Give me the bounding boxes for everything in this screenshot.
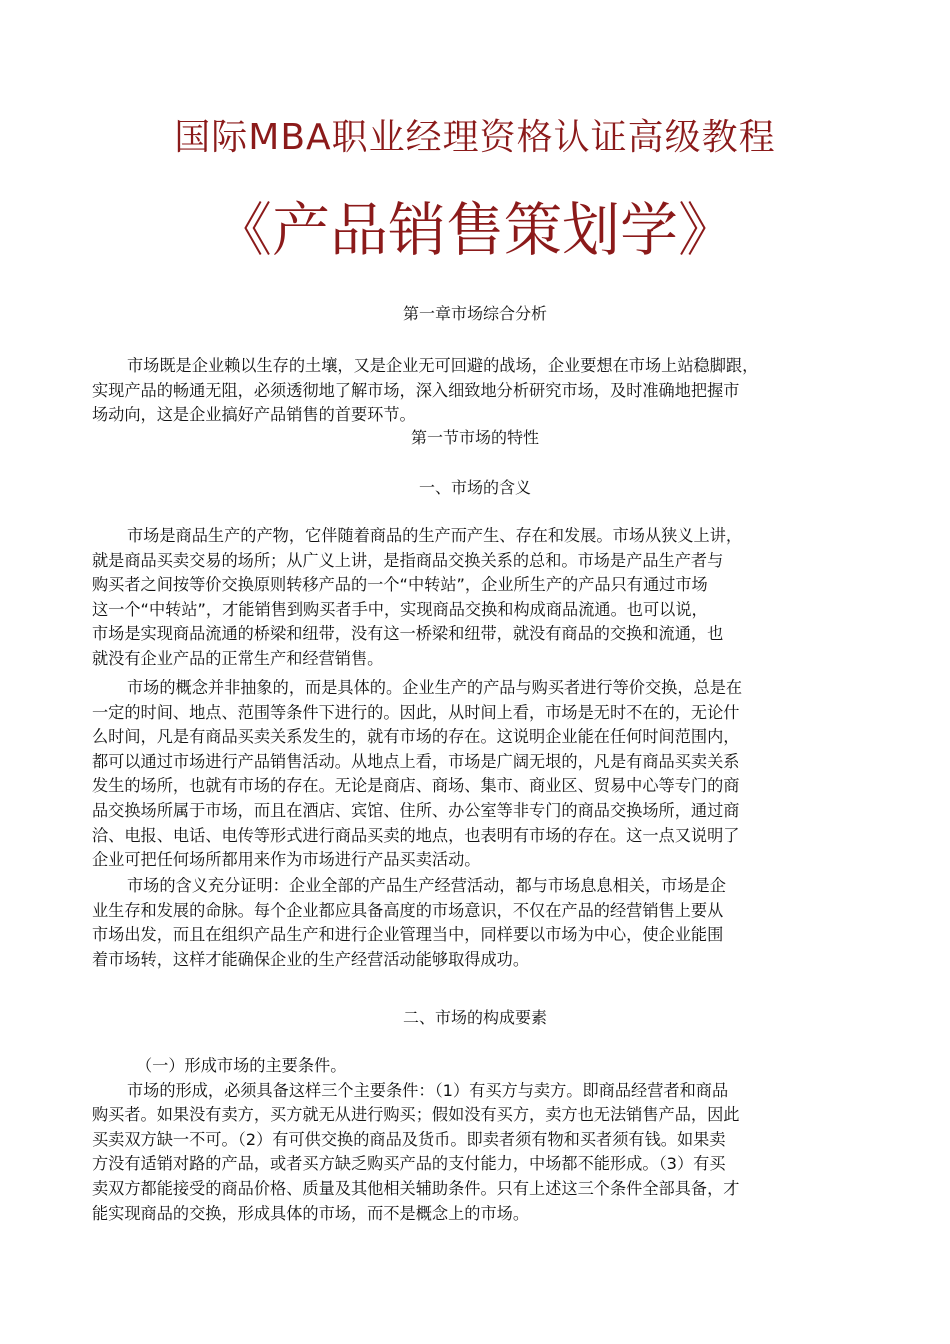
paragraph-line: 方没有适销对路的产品，或者买方缺乏购买产品的支付能力，中场都不能形成。（3）有买: [92, 1154, 726, 1174]
paragraph-line: 市场的形成，必须具备这样三个主要条件：（1）有买方与卖方。即商品经营者和商品: [127, 1080, 729, 1100]
paragraph-3: [92, 874, 862, 972]
paragraph-line: 业生存和发展的命脉。每个企业都应具备高度的市场意识，不仅在产品的经营销售上要从: [92, 900, 724, 920]
paragraph-line: 这一个“中转站”，才能销售到购买者手中，实现商品交换和构成商品流通。也可以说，: [92, 599, 708, 619]
intro-line: 实现产品的畅通无阻，必须透彻地了解市场，深入细致地分析研究市场，及时准确地把握市: [92, 380, 740, 400]
paragraph-line: 就没有企业产品的正常生产和经营销售。: [92, 648, 384, 668]
paragraph-line: 市场是商品生产的产物，它伴随着商品的生产而产生、存在和发展。市场从狭义上讲，: [127, 526, 743, 545]
paragraph-line: 一定的时间、地点、范围等条件下进行的。因此，从时间上看，市场是无时不在的，无论什: [92, 702, 740, 722]
paragraph-line: 能实现商品的交换，形成具体的市场，而不是概念上的市场。: [92, 1203, 530, 1223]
paragraph-line: 企业可把任何场所都用来作为市场进行产品买卖活动。: [92, 850, 481, 870]
paragraph-line: 市场的含义充分证明：企业全部的产品生产经营活动，都与市场息息相关，市场是企: [127, 876, 726, 895]
paragraph-2: [92, 676, 862, 873]
paragraph-line: 市场的概念并非抽象的，而是具体的。企业生产的产品与购买者进行等价交换，总是在: [127, 678, 743, 697]
item-heading: （一）形成市场的主要条件。: [136, 1056, 347, 1075]
section-heading: 第一节市场的特性: [410, 428, 539, 447]
paragraph-1: [92, 524, 862, 672]
paragraph-line: 发生的场所，也就有市场的存在。无论是商店、商场、集市、商业区、贸易中心等专门的商: [92, 776, 740, 796]
intro-paragraph: [92, 354, 862, 428]
intro-line: 场动向，这是企业搞好产品销售的首要环节。: [92, 405, 416, 425]
paragraph-line: 购买者。如果没有卖方，买方就无从进行购买；假如没有买方，卖方也无法销售产品，因此: [92, 1105, 740, 1125]
subsection-heading-1: 一、市场的含义: [418, 478, 531, 497]
book-title: 《产品销售策划学》: [213, 196, 736, 264]
paragraph-line: 都可以通过市场进行产品销售活动。从地点上看，市场是广阔无垠的，凡是有商品买卖关系: [92, 751, 740, 771]
paragraph-line: 市场是实现商品流通的桥梁和纽带，没有这一桥梁和纽带，就没有商品的交换和流通，也: [92, 624, 724, 644]
subsection-heading-2: 二、市场的构成要素: [402, 1008, 547, 1027]
paragraph-line: 买卖双方缺一不可。（2）有可供交换的商品及货币。即卖者须有物和买者须有钱。如果卖: [92, 1129, 726, 1149]
paragraph-line: 购买者之间按等价交换原则转移产品的一个“中转站”，企业所生产的产品只有通过市场: [92, 575, 708, 595]
paragraph-line: 么时间，凡是有商品买卖关系发生的，就有市场的存在。这说明企业能在任何时间范围内，: [92, 727, 740, 747]
paragraph-line: 着市场转，这样才能确保企业的生产经营活动能够取得成功。: [92, 949, 530, 969]
intro-line: 市场既是企业赖以生存的土壤，又是企业无可回避的战场，企业要想在市场上站稳脚跟，: [127, 356, 759, 375]
paragraph-4: [92, 1054, 862, 1226]
main-title: 国际MBA职业经理资格认证高级教程: [174, 117, 776, 158]
paragraph-line: 品交换场所属于市场，而且在酒店、宾馆、住所、办公室等非专门的商品交换场所，通过商: [92, 800, 740, 820]
paragraph-line: 洽、电报、电话、电传等形式进行商品买卖的地点，也表明有市场的存在。这一点又说明了: [92, 825, 740, 845]
chapter-heading: 第一章市场综合分析: [402, 304, 547, 323]
paragraph-line: 就是商品买卖交易的场所；从广义上讲，是指商品交换关系的总和。市场是产品生产者与: [92, 550, 724, 570]
paragraph-line: 市场出发，而且在组织产品生产和进行企业管理当中，同样要以市场为中心，使企业能围: [92, 925, 724, 945]
paragraph-line: 卖双方都能接受的商品价格、质量及其他相关辅助条件。只有上述这三个条件全部具备，才: [92, 1178, 740, 1198]
